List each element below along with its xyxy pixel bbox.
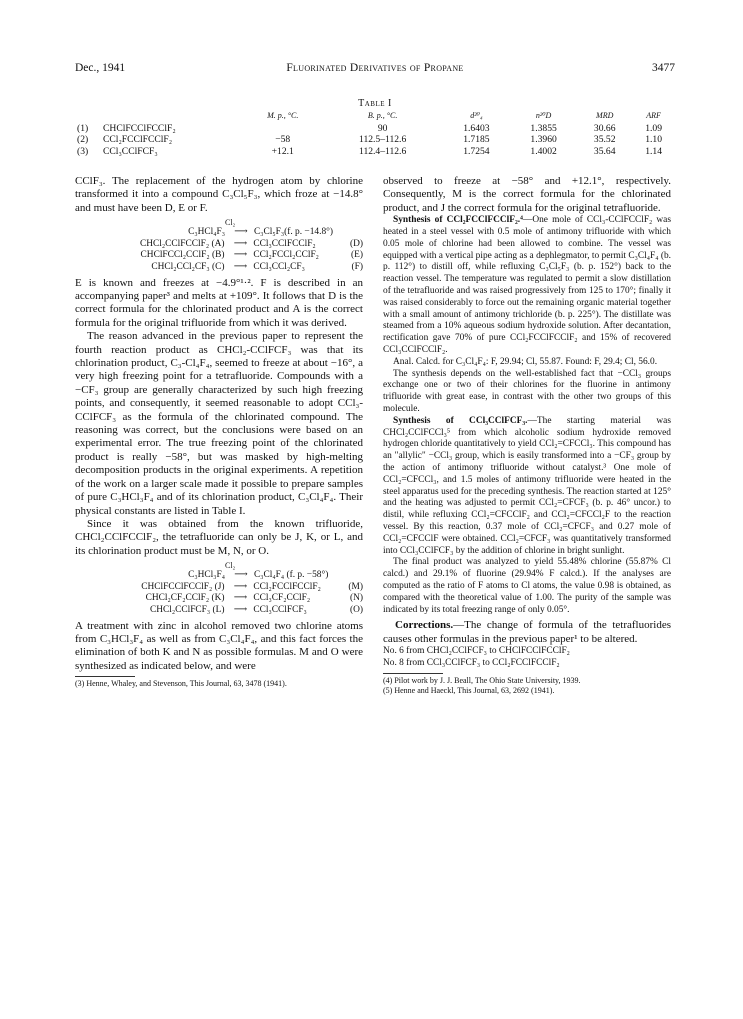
- product: CCl₂FCClFCClF₂: [253, 581, 321, 592]
- scheme-row: [75, 605, 363, 617]
- reactant: CHCl₂CClFCClF₂ (A): [140, 238, 225, 249]
- table-title: Table I: [358, 98, 392, 109]
- product: CCl₃CClFCClF₂: [253, 238, 316, 249]
- reactant: CHCl₂CF₂CClF₂ (K): [145, 593, 225, 604]
- refractive-index: 1.3960: [530, 134, 557, 145]
- table-row: [75, 146, 675, 158]
- scheme-row: [75, 239, 363, 251]
- table-header-cell: d²⁰₄: [470, 111, 483, 120]
- section-heading: Synthesis of CCl₂FCClFCClF₂.⁴: [393, 215, 523, 226]
- reactant: C₃HCl₃F₄: [188, 570, 225, 581]
- paragraph: The synthesis depends on the well-established fact that −CCl₃ groups exchange one or two of their chlorines for the fluorine in antimony trifluoride with great ease, in contrast with the other two groups of this molecule.: [383, 368, 671, 414]
- header-date: Dec., 1941: [75, 62, 126, 74]
- paragraph: A treatment with zinc in alcohol removed two chlorine atoms from C₃HCl₃F₄ as well as from C₃Cl₄F₄, and this fact forces the elimination of both K and N as possible formulas. M and O were synthesized as indicated below, and were: [75, 619, 363, 672]
- row-number: (2): [77, 134, 89, 145]
- scheme-row: [75, 227, 363, 239]
- right-column: [383, 175, 671, 696]
- left-column: [75, 175, 363, 689]
- reactant: CHCl₂CCl₂CF₃ (C): [151, 262, 225, 272]
- atomic-refraction: 1.14: [645, 145, 662, 157]
- row-number: (1): [77, 122, 89, 134]
- molar-refraction: 30.66: [593, 122, 616, 134]
- product: CCl₂FCCl₂CClF₂: [253, 250, 319, 261]
- correction-line: No. 8 from CCl₃CClFCF₃ to CCl₂FCClFCClF₂: [383, 657, 560, 668]
- atomic-refraction: 1.09: [645, 122, 662, 134]
- reaction-scheme-1: [75, 219, 363, 273]
- footnote: (4) Pilot work by J. J. Beall, The Ohio State University, 1939.: [383, 675, 581, 685]
- table-header-cell: B. p., °C.: [367, 111, 398, 120]
- reactant: CHCl₂CClFCF₃ (L): [149, 604, 225, 615]
- boiling-point: 112.5–112.6: [359, 134, 407, 145]
- table-header-cell: MRD: [596, 111, 614, 120]
- reactant: C₃HCl₄F₃: [188, 227, 225, 238]
- compound-formula: CCl₃CClFCF₃: [103, 145, 158, 157]
- paragraph: CClF₃. The replacement of the hydrogen atom by chlorine transformed it into a compound C₃Cl₅F₃, which froze at −14.8° and must have been D, E or F.: [75, 175, 363, 214]
- footnote-divider: [75, 676, 135, 677]
- reaction-scheme-2: [75, 562, 363, 616]
- compound-label: (O): [349, 604, 363, 615]
- product: CCl₃CF₂CClF₂: [253, 593, 311, 604]
- melting-point: −58: [275, 134, 291, 145]
- density: 1.6403: [463, 122, 490, 134]
- compound-label: (N): [349, 593, 363, 604]
- arrow-icon: ⟶: [234, 227, 248, 238]
- molar-refraction: 35.52: [593, 134, 616, 145]
- scheme-row: [75, 593, 363, 605]
- melting-point: [243, 123, 322, 135]
- paragraph-body: —The starting material was CHCl₂CClFCCl₃⁵ from which alcoholic sodium hydroxide removed hydrogen chloride quantitatively to yield CCl₂=CFCCl₃. This compound has an "allylic" −CCl₃ group, which is easily transformed into a −CF₃ group by the action of antimony trifluoride without catalyst.³ One mole of CCl₂=CFCCl₃, and 1.5 moles of antimony trifluoride were heated in the steel apparatus used for the preceding synthesis. The reaction started at 125° and the heating was adjusted to permit CCl₂=CFCF₃ (b. p. 46° uncor.) to distil, while refluxing CCl₂=CFCClF₂ and CCl₂=CFCCl₂F to the reaction vessel. By this reaction, 0.37 mole of CCl₂=CFCF₃ and 0.27 mole of CCl₂=CFCClF were obtained. CCl₂=CFCF₃ was quantitatively transformed into CCl₃CClFCF₃ by the addition of chlorine in bright sunlight.: [383, 415, 671, 556]
- boiling-point: 90: [377, 122, 388, 134]
- atomic-refraction: 1.10: [645, 134, 662, 145]
- scheme-row: [75, 250, 363, 262]
- synthesis-paragraph: [383, 215, 671, 357]
- compound-formula: CCl₂FCClFCClF₂: [103, 134, 173, 145]
- arrow-icon: ⟶: [233, 238, 248, 249]
- density: 1.7185: [463, 134, 490, 145]
- product: CCl₃CClFCF₃: [253, 604, 307, 615]
- arrow-icon: ⟶: [233, 581, 248, 592]
- paragraph-body: —One mole of CCl₃-CClFCClF₂ was heated in a steel vessel with 0.5 mole of antimony trifluoride with which 0.05 mole of chlorine had been allowed to combine. The vessel was equipped with a vertical pipe acting as a dephlegmator, to permit C₃Cl₄F₄ (b. p. 112°) to distill off, while refluxing C₃Cl₅F₃ (b. p. 152°) back to the reaction vessel. The temperature was regulated to permit a slow distillation of the tetrafluoride and was raised progressively from 125 to 170°; finally it was raised considerably to force out the remaining organic material together with a small amount of antimony trichloride (b. p. 225°). The distillate was steamed from a 10% aqueous sodium hydroxide solution. After decantation, rectification gave 70% of pure CCl₂FCClFCClF₂ and 15% of recovered CCl₃CClFCClF₂.: [383, 215, 672, 355]
- molar-refraction: 35.64: [593, 145, 616, 157]
- corrections-paragraph: [383, 619, 671, 646]
- compound-label: (M): [348, 581, 363, 592]
- arrow-icon: ⟶: [233, 593, 248, 604]
- arrow-icon: ⟶: [233, 250, 248, 261]
- footnote: (5) Henne and Haeckl, This Journal, 63, 2692 (1941).: [383, 685, 555, 695]
- row-number: (3): [77, 145, 89, 157]
- table-header-cell: [103, 110, 243, 123]
- boiling-point: 112.4–112.6: [359, 145, 407, 157]
- paragraph: The final product was analyzed to yield 55.48% chlorine (55.87% Cl calcd.) and 29.1% of fluorine (29.94% F calcd.). If the analyses are computed as the ratio of F atoms to Cl atoms, the value 0.98 is obtained, as compared with the theoretical value of 1.00. The purity of the sample was indicated by its total freezing range of only 0.05°.: [383, 557, 671, 615]
- scheme-row: [75, 570, 363, 582]
- table-header-cell: M. p., °C.: [267, 111, 299, 120]
- paragraph: observed to freeze at −58° and +12.1°, respectively. Consequently, M is the correct formula for the chlorinated product, and J the correct formula for the original tetrafluoride.: [383, 175, 671, 214]
- table-row: [75, 134, 675, 146]
- compound-formula: CHClFCClFCClF₂: [103, 122, 176, 134]
- scheme-row: [75, 262, 363, 274]
- footnote: (3) Henne, Whaley, and Stevenson, This Journal, 63, 3478 (1941).: [75, 679, 287, 689]
- catalyst-label: Cl₂: [225, 218, 236, 228]
- compound-label: (E): [351, 250, 363, 261]
- correction-line: No. 6 from CHCl₂CClFCF₃ to CHClFCClFCClF₂: [383, 646, 570, 657]
- physical-constants-table: [75, 110, 675, 157]
- running-header: [75, 62, 675, 80]
- compound-label: (F): [351, 262, 363, 272]
- refractive-index: 1.4002: [530, 145, 557, 157]
- header-page-number: 3477: [652, 62, 675, 74]
- table-row: [75, 123, 675, 135]
- product: C₃Cl₅F₃(f. p. −14.8°): [254, 227, 334, 238]
- melting-point: +12.1: [271, 145, 294, 157]
- reactant: CHClFCClFCClF₂ (J): [141, 581, 225, 592]
- analysis-paragraph: Anal. Calcd. for C₃Cl₄F₄: F, 29.94; Cl, 55.87. Found: F, 29.4; Cl, 56.0.: [393, 356, 658, 367]
- product: C₃Cl₄F₄ (f. p. −58°): [254, 570, 329, 581]
- table-header-row: [75, 110, 675, 123]
- synthesis-paragraph: [383, 416, 671, 558]
- section-heading: Synthesis of CCl₃CClFCF₃.: [393, 415, 528, 426]
- section-heading: Corrections.: [395, 619, 454, 632]
- arrow-icon: ⟶: [233, 262, 248, 272]
- paragraph-body: —The change of formula of the tetrafluorides causes other formulas in the previous paper¹ to be altered.: [383, 619, 671, 645]
- arrow-icon: ⟶: [234, 570, 248, 581]
- table-header-cell: n²⁰D: [535, 111, 552, 120]
- density: 1.7254: [463, 145, 490, 157]
- refractive-index: 1.3855: [530, 122, 557, 134]
- paragraph: Since it was obtained from the known trifluoride, CHCl₂CClFCClF₂, the tetrafluoride can only be J, K, or L, and its chlorination product must be M, N, or O.: [75, 517, 363, 557]
- catalyst-label: Cl₂: [225, 561, 236, 571]
- header-running-title: Fluorinated Derivatives of Propane: [286, 62, 464, 74]
- product: CCl₃CCl₂CF₃: [253, 262, 305, 272]
- compound-label: (D): [349, 238, 363, 249]
- reactant: CHClFCCl₂CClF₂ (B): [140, 250, 225, 261]
- footnote-divider: [383, 673, 443, 674]
- arrow-icon: ⟶: [233, 604, 248, 615]
- scheme-row: [75, 582, 363, 594]
- table-header-cell: [75, 110, 103, 123]
- paragraph: The reason advanced in the previous paper to represent the fourth reaction product as CHCl₂-CClFCF₃ was that its chlorination product, C₃-Cl₄F₄, seemed to freeze at about −16°, a very high freezing point for a tetrafluoride. Compounds with a −CF₃ group are generally characterized by such high freezing points, and consequently, it seemed reasonable to adopt CCl₃-CClFCF₃ as the formula of the chlorinated compound. The reasoning was correct, but the conclusions were based on an experimental error. The true freezing point of the chlorinated product is really −58°, but was masked by high-melting decomposition products in the original experiments. A repetition of the work on a larger scale made it possible to prepare samples of pure C₃HCl₃F₄ and of its chlorination product, C₃Cl₄F₄. Their physical constants are listed in Table I.: [75, 330, 363, 517]
- paragraph: E is known and freezes at −4.9°¹·². F is described in an accompanying paper³ and melts at +109°. It follows that D is the correct formula for the chlorinated product and A is the correct formula for the original trifluoride from which it was derived.: [75, 276, 363, 329]
- table-header-cell: ARF: [646, 111, 661, 120]
